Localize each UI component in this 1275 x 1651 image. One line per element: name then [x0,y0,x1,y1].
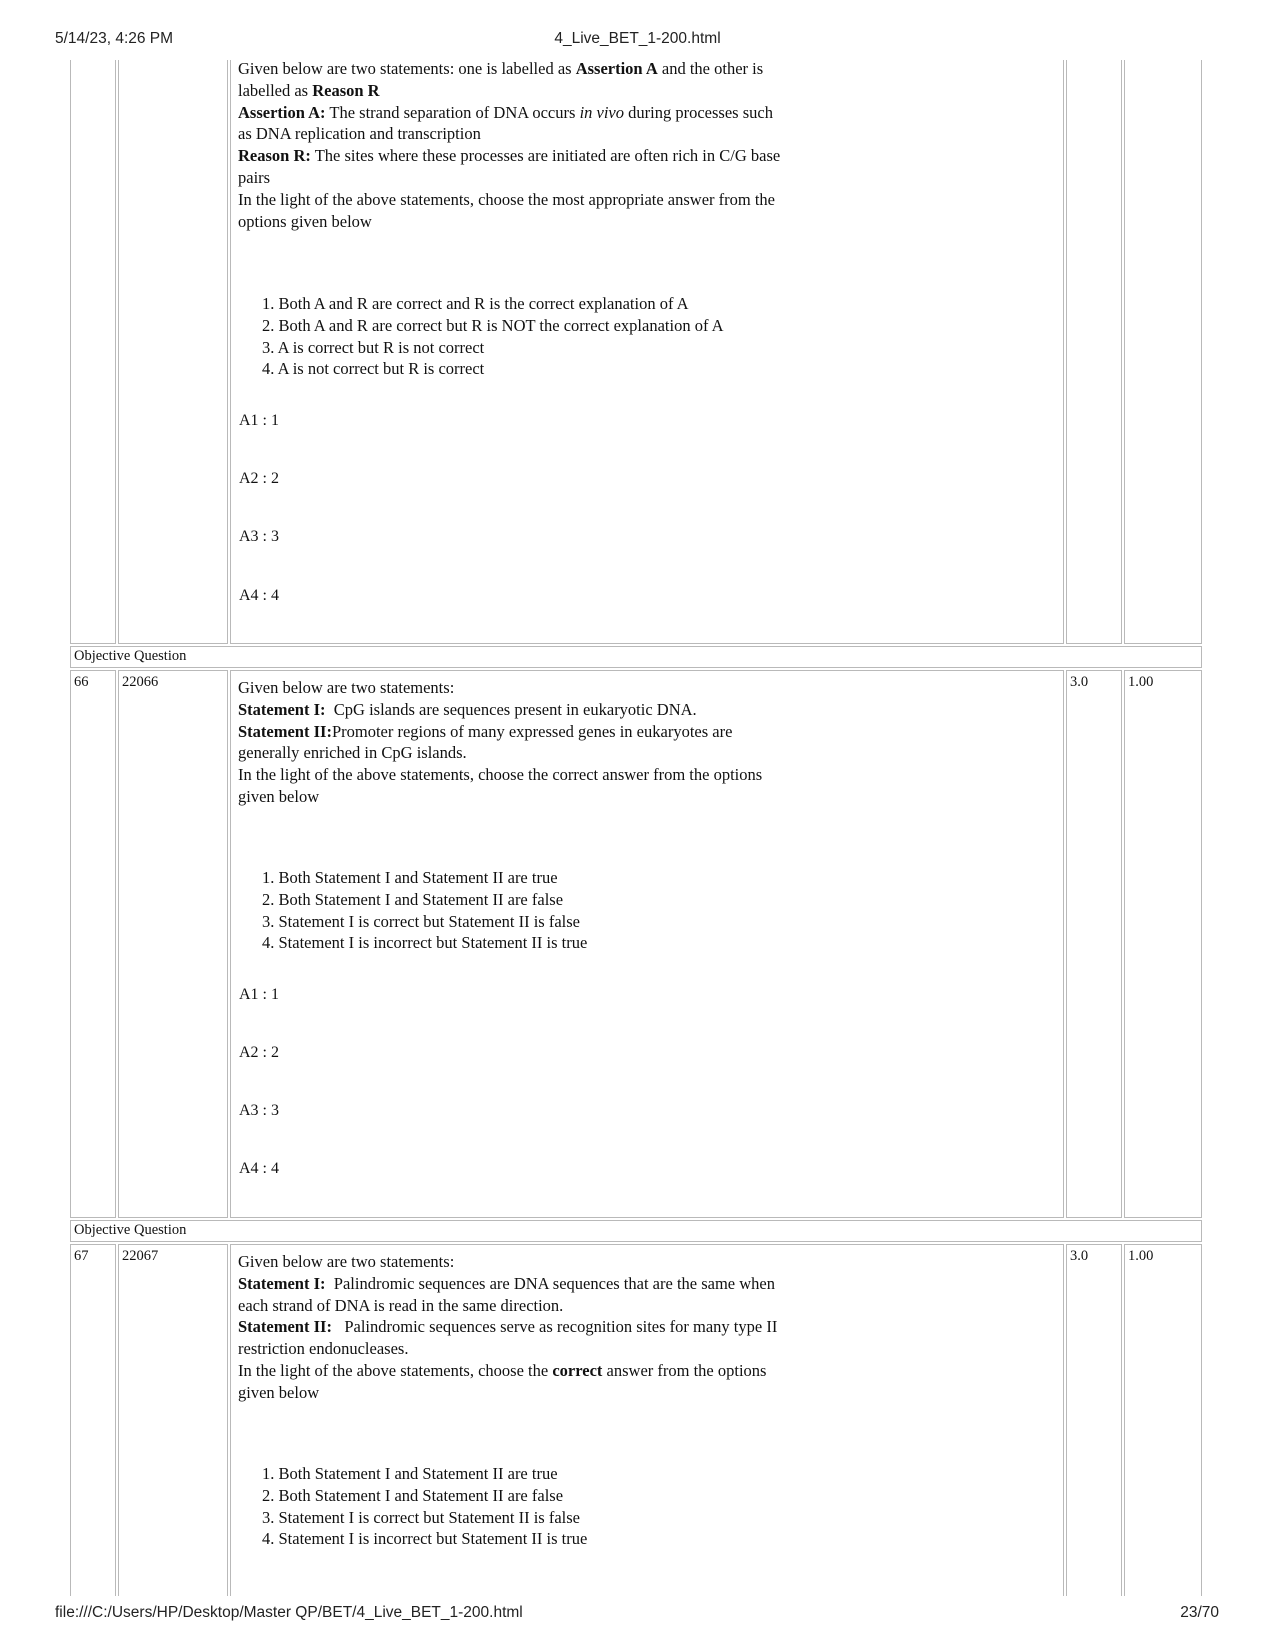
negative-marks-value: 1.00 [1128,1248,1154,1264]
options-list-67 [262,1463,587,1550]
serial-number: 67 [74,1248,89,1264]
question-line: In the light of the above statements, choose the most appropriate answer from the [238,189,776,209]
question-text-67 [238,1251,878,1404]
question-line: In the light of the above statements, choose the correct answer from the options [238,1360,767,1380]
negative-cell-65 [1124,60,1202,644]
question-line: Assertion A: The strand separation of DNA occurs in vivo during processes such [238,102,773,122]
question-line: generally enriched in CpG islands. [238,743,467,763]
option-item: 4. A is not correct but R is correct [262,359,485,379]
answer-choice-a2: A2 : 2 [239,1044,279,1061]
option-item: 2. Both A and R are correct but R is NOT the correct explanation of A [262,315,724,335]
print-page-title: 4_Live_BET_1-200.html [554,30,721,47]
option-item: 2. Both Statement I and Statement II are false [262,889,564,909]
answer-choice-a1: A1 : 1 [239,986,279,1003]
question-line: Reason R: The sites where these processes are initiated are often rich in C/G base [238,146,781,166]
answer-choice-a4: A4 : 4 [239,587,279,604]
negative-cell-66 [1124,670,1202,1218]
question-id: 22066 [122,674,159,690]
question-line: In the light of the above statements, choose the correct answer from the options [238,765,763,785]
options-list-65 [262,293,724,380]
question-line: labelled as Reason R [238,80,380,100]
option-item: 1. Both A and R are correct and R is the correct explanation of A [262,294,689,313]
question-type-label: Objective Question [74,648,187,664]
marks-value: 3.0 [1070,1248,1089,1264]
answer-choice-a3: A3 : 3 [239,528,279,545]
question-line: restriction endonucleases. [238,1339,409,1359]
qid-cell-65 [118,60,228,644]
option-item: 3. Statement I is correct but Statement II is false [262,911,580,931]
serial-number: 66 [74,674,89,690]
negative-marks-value: 1.00 [1128,674,1154,690]
question-line: Statement II:Promoter regions of many expressed genes in eukaryotes are [238,721,733,741]
question-line: Statement I: Palindromic sequences are DNA sequences that are the same when [238,1273,775,1293]
file-path: file:///C:/Users/HP/Desktop/Master QP/BET/4_Live_BET_1-200.html [55,1604,523,1621]
question-line: Given below are two statements: one is labelled as Assertion A and the other is [238,59,764,78]
question-line: options given below [238,211,372,231]
qid-cell-67 [118,1244,228,1596]
question-type-row-67 [70,1220,1202,1242]
option-item: 3. Statement I is correct but Statement II is false [262,1507,580,1527]
print-datetime: 5/14/23, 4:26 PM [55,30,174,47]
answer-choice-a4: A4 : 4 [239,1160,279,1177]
option-item: 1. Both Statement I and Statement II are true [262,868,558,887]
sno-cell-67 [70,1244,116,1596]
question-line: Statement I: CpG islands are sequences present in eukaryotic DNA. [238,699,697,719]
option-item: 3. A is correct but R is not correct [262,337,485,357]
question-type-label: Objective Question [74,1222,187,1238]
marks-cell-65 [1066,60,1122,644]
question-line: as DNA replication and transcription [238,124,481,144]
options-list-66 [262,867,587,954]
sno-cell-66 [70,670,116,1218]
answer-choice-a1: A1 : 1 [239,412,279,429]
option-item: 4. Statement I is incorrect but Statement II is true [262,1529,588,1549]
marks-cell-66 [1066,670,1122,1218]
page-number: 23/70 [1180,1604,1219,1621]
option-item: 2. Both Statement I and Statement II are false [262,1485,564,1505]
question-line: Statement II: Palindromic sequences serve as recognition sites for many type II [238,1317,778,1337]
question-line: given below [238,786,320,806]
marks-cell-67 [1066,1244,1122,1596]
option-item: 4. Statement I is incorrect but Statement II is true [262,933,588,953]
question-type-row-66 [70,646,1202,668]
qid-cell-66 [118,670,228,1218]
sno-cell-65 [70,60,116,644]
option-item: 1. Both Statement I and Statement II are true [262,1464,558,1483]
question-line: pairs [238,167,271,187]
negative-cell-67 [1124,1244,1202,1596]
question-text-65 [238,58,878,232]
marks-value: 3.0 [1070,674,1089,690]
answer-choice-a3: A3 : 3 [239,1102,279,1119]
question-line: given below [238,1382,320,1402]
question-text-66 [238,677,878,808]
question-line: each strand of DNA is read in the same direction. [238,1295,564,1315]
question-line: Given below are two statements: [238,678,455,697]
answer-choice-a2: A2 : 2 [239,470,279,487]
question-line: Given below are two statements: [238,1252,455,1271]
question-id: 22067 [122,1248,159,1264]
